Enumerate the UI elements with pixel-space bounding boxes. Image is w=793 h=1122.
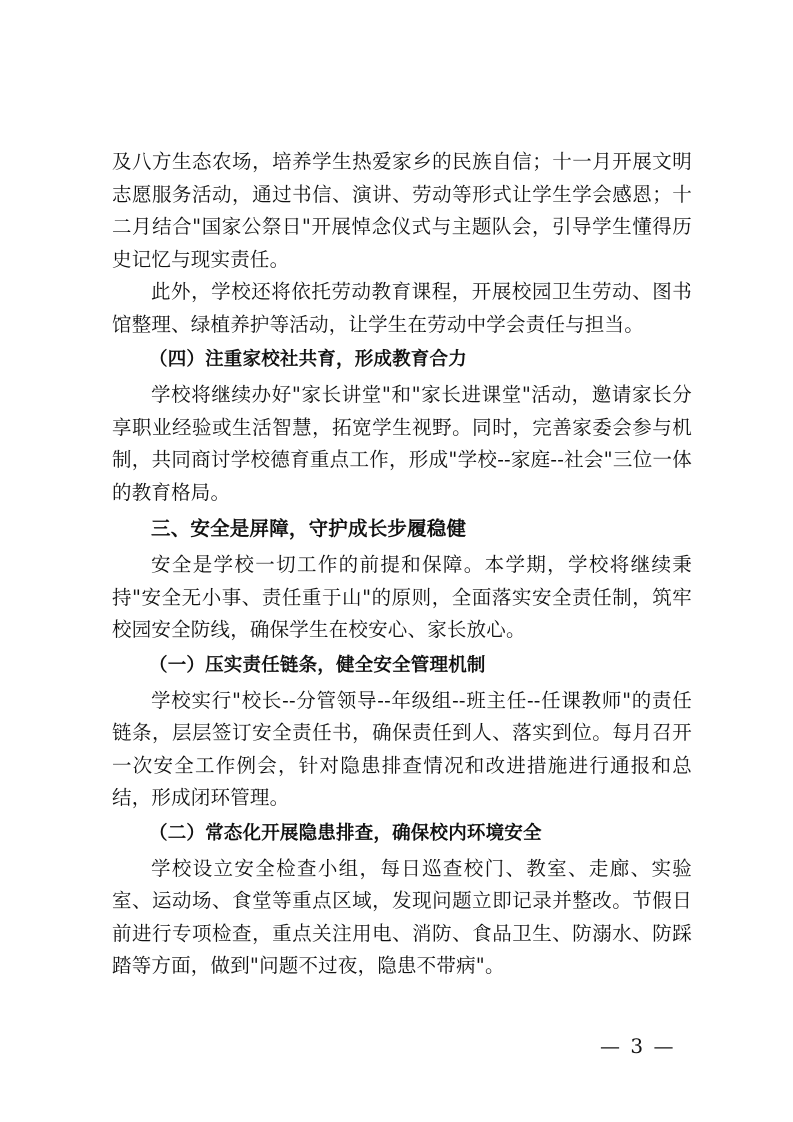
paragraph: 及八方生态农场，培养学生热爱家乡的民族自信；十一月开展文明志愿服务活动，通过书信、演讲、劳动等形式让学生学会感恩；十二月结合"国家公祭日"开展悼念仪式与主题队会，引导学生懂得历史记忆与现实责任。	[112, 150, 692, 271]
paragraph: 此外，学校还将依托劳动教育课程，开展校园卫生劳动、图书馆整理、绿植养护等活动，让学生在劳动中学会责任与担当。	[112, 280, 692, 336]
paragraph: 学校设立安全检查小组，每日巡查校门、教室、走廊、实验室、运动场、食堂等重点区域，发现问题立即记录并整改。节假日前进行专项检查，重点关注用电、消防、食品卫生、防溺水、防踩踏等方面，做到"问题不过夜，隐患不带病"。	[112, 856, 692, 977]
paragraph: 学校将继续办好"家长讲堂"和"家长进课堂"活动，邀请家长分享职业经验或生活智慧，拓宽学生视野。同时，完善家委会参与机制，共同商讨学校德育重点工作，形成"学校--家庭--社会"三位一体的教育格局。	[112, 383, 692, 504]
document-body	[112, 146, 692, 983]
paragraph: 安全是学校一切工作的前提和保障。本学期，学校将继续秉持"安全无小事、责任重于山"的原则，全面落实安全责任制，筑牢校园安全防线，确保学生在校安心、家长放心。	[112, 553, 692, 641]
paragraph: 学校实行"校长--分管领导--年级组--班主任--任课教师"的责任链条，层层签订安全责任书，确保责任到人、落实到位。每月召开一次安全工作例会，针对隐患排查情况和改进措施进行通报和总结，形成闭环管理。	[112, 688, 692, 809]
page-number: — 3 —	[600, 1034, 676, 1058]
section-heading: 三、安全是屏障，守护成长步履稳健	[151, 517, 467, 540]
subsection-heading: （二）常态化开展隐患排查，确保校内环境安全	[149, 822, 542, 844]
subsection-heading: （四）注重家校社共育，形成教育合力	[149, 349, 467, 370]
subsection-heading: （一）压实责任链条，健全安全管理机制	[149, 654, 486, 676]
